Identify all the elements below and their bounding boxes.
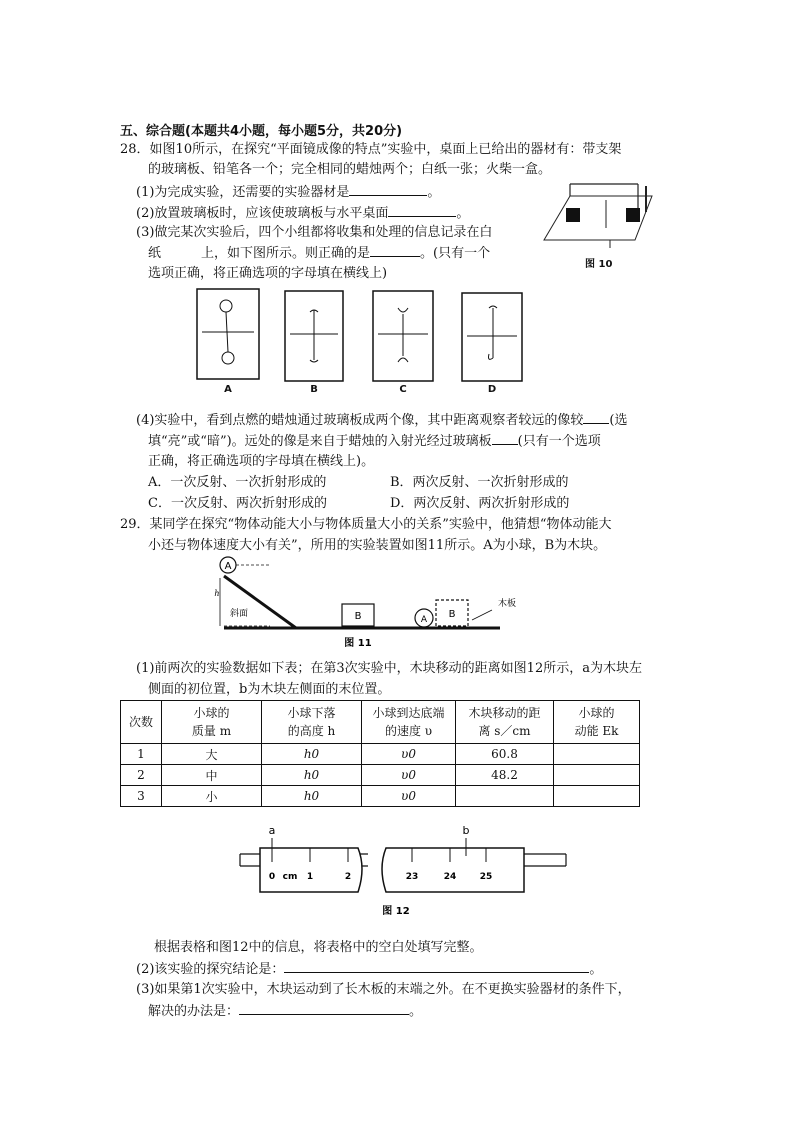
q28-part4-line3: 正确，将正确选项的字母填在横线上)。 xyxy=(148,454,375,469)
header-height: 小球下落 的高度 h xyxy=(262,701,362,744)
q28-part2-end: 。 xyxy=(456,206,470,221)
option-c-label: C xyxy=(399,384,407,395)
q29-fill-note: 根据表格和图12中的信息，将表格中的空白处填写完整。 xyxy=(154,940,483,955)
q28-choice-c: C．一次反射、两次折射形成的 xyxy=(148,496,327,511)
fig11-caption: 图 11 xyxy=(344,638,372,649)
option-c-figure xyxy=(372,290,434,382)
fig11-block-label: B xyxy=(354,611,362,622)
q29-stem-line2: 小还与物体速度大小有关”，所用的实验装置如图11所示。A为小球，B为木块。 xyxy=(148,538,607,553)
table-cell-blank[interactable] xyxy=(554,786,640,807)
fig12-tick-24: 24 xyxy=(443,872,457,882)
q28-stem-line2: 的玻璃板、铅笔各一个；完全相同的蜡烛两个；白纸一张；火柴一盒。 xyxy=(148,162,552,177)
table-cell: 1 xyxy=(121,744,162,765)
q28-part4-line1b: (选 xyxy=(609,413,628,428)
table-cell: 60.8 xyxy=(456,744,554,765)
fig11-slope-label: 斜面 xyxy=(230,609,249,619)
data-table xyxy=(120,700,640,807)
fig12-mark-a: a xyxy=(268,824,276,837)
table-cell: h0 xyxy=(262,765,362,786)
q28-part1-blank[interactable] xyxy=(349,182,427,196)
header-mass: 小球的 质量 m xyxy=(162,701,262,744)
table-row xyxy=(121,765,640,786)
q28-part1-text: (1)为完成实验，还需要的实验器材是 xyxy=(136,185,350,200)
figure-12 xyxy=(238,822,568,922)
fig11-ball-bottom-label: A xyxy=(420,615,428,625)
header-speed: 小球到达底端 的速度 υ xyxy=(362,701,456,744)
table-cell: 2 xyxy=(121,765,162,786)
q28-stem-line1: 28．如图10所示，在探究“平面镜成像的特点”实验中，桌面上已给出的器材有：带支架 xyxy=(120,142,622,157)
fig12-tick-25: 25 xyxy=(479,872,493,882)
q28-choice-a: A．一次反射、一次折射形成的 xyxy=(148,475,327,490)
fig12-tick-2: 2 xyxy=(344,872,352,882)
q28-part4-line2a: 填“亮”或“暗”)。远处的像是来自于蜡烛的入射光经过玻璃板 xyxy=(148,434,492,449)
q28-part4-line1a: (4)实验中，看到点燃的蜡烛通过玻璃板成两个像，其中距离观察者较远的像较 xyxy=(136,413,584,428)
table-cell-blank[interactable] xyxy=(554,744,640,765)
figure-11 xyxy=(210,554,530,650)
table-cell: 中 xyxy=(162,765,262,786)
fig12-mark-b: b xyxy=(462,824,470,837)
option-d-figure xyxy=(461,292,523,382)
q28-part4-line2b: (只有一个选项 xyxy=(517,434,601,449)
q28-part3-blank[interactable] xyxy=(370,243,420,257)
fig12-tick-1: 1 xyxy=(306,872,314,882)
table-cell: h0 xyxy=(262,744,362,765)
table-cell-blank[interactable] xyxy=(456,786,554,807)
fig12-tick-0: 0 xyxy=(268,872,276,882)
q29-part3-line2 xyxy=(148,1001,422,1022)
fig11-slope xyxy=(224,576,296,628)
q28-part2-text: (2)放置玻璃板时，应该使玻璃板与水平桌面 xyxy=(136,206,389,221)
fig11-board-label: 木板 xyxy=(498,599,517,609)
table-row xyxy=(121,786,640,807)
fig11-h-label: h xyxy=(214,589,220,598)
q28-part3-line2b: 上，如下图所示。则正确的是 xyxy=(201,246,371,261)
table-header-row xyxy=(121,701,640,744)
q28-part4-blank1[interactable] xyxy=(583,410,609,424)
q29-part3-line1: (3)如果第1次实验中，木块运动到了长木板的末端之外。在不更换实验器材的条件下， xyxy=(136,982,631,997)
q29-part2 xyxy=(136,959,602,980)
header-count: 次数 xyxy=(121,701,162,744)
fig11-board-pointer xyxy=(472,610,492,620)
fig10-caption: 图 10 xyxy=(585,259,613,270)
q28-part1-end: 。 xyxy=(427,185,441,200)
option-b-label: B xyxy=(310,384,318,395)
fig12-ruler-left xyxy=(260,848,362,892)
q28-part3-line1: (3)做完某次实验后，四个小组都将收集和处理的信息记录在白 xyxy=(136,225,493,240)
fig12-tick-cm: cm xyxy=(282,872,298,882)
q29-part3-blank[interactable] xyxy=(239,1001,409,1015)
q29-part1-line2: 侧面的初位置，b为木块左侧面的末位置。 xyxy=(148,682,391,697)
table-cell: 48.2 xyxy=(456,765,554,786)
option-b-figure xyxy=(284,290,344,382)
fig11-block-dashed-label: B xyxy=(448,609,456,620)
q28-choice-b: B．两次反射、一次折射形成的 xyxy=(390,475,569,490)
q28-part1 xyxy=(136,182,440,203)
q29-part2-end: 。 xyxy=(589,962,603,977)
q29-part3-end: 。 xyxy=(409,1004,423,1019)
header-energy: 小球的 动能 Ek xyxy=(554,701,640,744)
fig11-ball-top-label: A xyxy=(224,561,232,572)
q29-stem-line1: 29．某同学在探究“物体动能大小与物体质量大小的关系”实验中，他猜想“物体动能大 xyxy=(120,517,612,532)
table-cell: υ0 xyxy=(362,786,456,807)
q29-part3-text: 解决的办法是： xyxy=(148,1004,240,1019)
fig10-candle-left xyxy=(566,208,580,222)
fig12-ruler-right xyxy=(382,848,524,892)
q28-choice-d: D．两次反射、两次折射形成的 xyxy=(390,496,570,511)
q28-part2 xyxy=(136,203,469,224)
option-a-label: A xyxy=(224,384,232,395)
q28-part2-blank[interactable] xyxy=(388,203,456,217)
q28-part3-line2 xyxy=(148,243,490,264)
q28-part3-line2c: 。(只有一个 xyxy=(420,246,491,261)
table-cell: 3 xyxy=(121,786,162,807)
table-cell: h0 xyxy=(262,786,362,807)
table-cell-blank[interactable] xyxy=(554,765,640,786)
option-a-figure xyxy=(196,288,260,380)
table-row xyxy=(121,744,640,765)
table-cell: υ0 xyxy=(362,765,456,786)
q29-part2-text: (2)该实验的探究结论是： xyxy=(136,962,285,977)
table-cell: 小 xyxy=(162,786,262,807)
fig10-candle-right xyxy=(626,208,640,222)
q28-part4-line2 xyxy=(148,431,601,452)
table-cell: 大 xyxy=(162,744,262,765)
fig12-tick-23: 23 xyxy=(405,872,419,882)
q29-part2-blank[interactable] xyxy=(284,959,589,973)
q28-part3-line2a: 纸 xyxy=(148,246,162,261)
section-title: 五、综合题(本题共4小题，每小题5分，共20分) xyxy=(120,124,403,139)
q29-part1-line1: (1)前两次的实验数据如下表；在第3次实验中，木块移动的距离如图12所示，a为木块左 xyxy=(136,661,642,676)
q28-part4-blank2[interactable] xyxy=(492,431,518,445)
header-distance: 木块移动的距 离 s／cm xyxy=(456,701,554,744)
fig12-caption: 图 12 xyxy=(382,906,410,917)
q28-part4-line1 xyxy=(136,410,628,431)
q28-part3-line3: 选项正确，将正确选项的字母填在横线上) xyxy=(148,266,388,281)
table-cell: υ0 xyxy=(362,744,456,765)
option-d-label: D xyxy=(487,384,497,395)
